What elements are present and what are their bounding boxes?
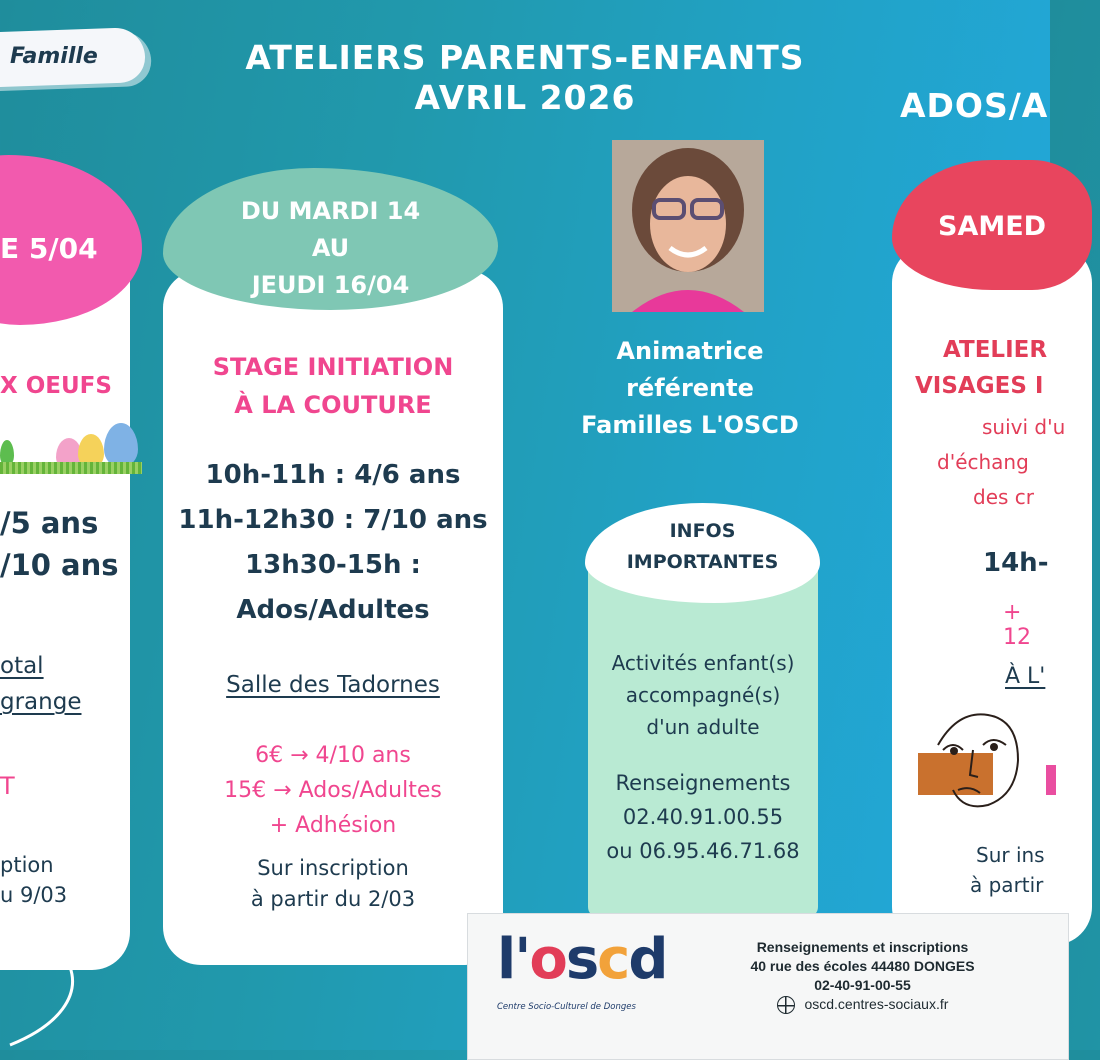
left-place-line-2: grange — [0, 689, 82, 715]
right-sub-line-2: d'échang — [937, 450, 1029, 474]
middle-date-line-3: JEUDI 16/04 — [251, 271, 410, 299]
middle-schedule — [163, 453, 503, 633]
infos-title — [585, 516, 820, 578]
right-sub-line-1: suivi d'u — [982, 415, 1066, 439]
left-signup-line-2: u 9/03 — [0, 883, 68, 907]
middle-schedule-line-2: 11h-12h30 : 7/10 ans — [178, 505, 488, 535]
middle-activity — [163, 348, 503, 424]
right-signup-line-2: à partir — [970, 873, 1044, 897]
middle-signup-line-1: Sur inscription — [257, 856, 409, 880]
middle-signup — [163, 853, 503, 915]
left-signup-line-1: ption — [0, 853, 54, 877]
animatrice-line-2: référente — [626, 374, 754, 402]
footer-website-row — [720, 995, 1005, 1014]
footer-contact — [720, 938, 1005, 1014]
infos-activity-line-2: accompagné(s) — [625, 683, 781, 707]
title-line-2: AVRIL 2026 — [414, 77, 636, 117]
right-pink-mark — [1046, 765, 1056, 795]
middle-schedule-line-1: 10h-11h : 4/6 ans — [205, 460, 461, 490]
animatrice-caption — [560, 333, 820, 444]
infos-title-line-1: INFOS — [669, 520, 736, 542]
middle-price-line-2: 15€ → Ados/Adultes — [224, 778, 442, 803]
right-sub-line-3: des cr — [973, 485, 1034, 509]
right-date: SAMED — [938, 211, 1047, 242]
middle-date-line-2: AU — [311, 234, 350, 262]
infos-activity-line-3: d'un adulte — [646, 715, 760, 739]
middle-schedule-line-4: Ados/Adultes — [236, 595, 430, 625]
infos-activity-line-1: Activités enfant(s) — [611, 651, 795, 675]
famille-label: Famille — [10, 44, 98, 69]
left-activity: X OEUFS — [0, 373, 112, 399]
easter-eggs-image — [0, 418, 142, 476]
animatrice-line-1: Animatrice — [616, 337, 764, 365]
middle-prices — [163, 738, 503, 843]
oscd-logo: l'oscd Centre Socio-Culturel de Donges — [497, 927, 667, 1012]
left-card-tail — [0, 965, 110, 1050]
infos-contact — [588, 766, 818, 868]
left-signup — [0, 850, 67, 910]
right-signup-line-1: Sur ins — [976, 843, 1045, 867]
middle-schedule-line-3: 13h30-15h : — [245, 550, 421, 580]
left-date: E 5/04 — [0, 232, 98, 265]
middle-price-line-3: + Adhésion — [269, 813, 397, 838]
right-signup — [970, 840, 1045, 900]
middle-date-line-1: DU MARDI 14 — [240, 197, 421, 225]
right-subtitle — [930, 410, 1066, 515]
left-ages — [0, 502, 119, 586]
middle-place: Salle des Tadornes — [226, 672, 440, 698]
middle-activity-line-1: STAGE INITIATION — [212, 353, 454, 381]
footer-website-link[interactable]: oscd.centres-sociaux.fr — [804, 996, 949, 1012]
middle-price-line-1: 6€ → 4/10 ans — [255, 743, 411, 768]
face-art-image — [918, 705, 1033, 815]
right-activity-line-1: ATELIER — [943, 337, 1048, 363]
middle-signup-line-2: à partir du 2/03 — [250, 887, 416, 911]
left-ages-line-2: /10 ans — [0, 548, 119, 582]
left-price: T — [0, 772, 15, 800]
infos-title-line-2: IMPORTANTES — [626, 551, 779, 573]
infos-phone-1: 02.40.91.00.55 — [622, 805, 784, 829]
animatrice-photo — [612, 140, 764, 312]
left-place — [0, 648, 81, 720]
infos-phone-2: ou 06.95.46.71.68 — [606, 839, 800, 863]
globe-icon — [777, 996, 795, 1014]
infos-contact-title: Renseignements — [615, 771, 791, 795]
animatrice-line-3: Familles L'OSCD — [581, 411, 799, 439]
middle-activity-line-2: À LA COUTURE — [234, 391, 432, 419]
right-place: À L' — [1005, 664, 1046, 689]
title-line-1: ATELIERS PARENTS-ENFANTS — [245, 38, 805, 77]
page-title — [225, 38, 825, 117]
title-right: ADOS/A — [900, 86, 1049, 125]
infos-activity — [588, 647, 818, 743]
left-ages-line-1: /5 ans — [0, 506, 99, 540]
footer-phone: 02-40-91-00-55 — [814, 977, 911, 993]
middle-date — [163, 193, 498, 304]
right-time: 14h- — [983, 548, 1049, 578]
right-activity — [915, 332, 1050, 404]
left-place-line-1: otal — [0, 653, 44, 679]
right-price: + 12 — [1003, 600, 1031, 650]
right-activity-line-2: VISAGES I — [915, 373, 1044, 399]
footer-info-title: Renseignements et inscriptions — [756, 939, 969, 955]
logo-subtitle: Centre Socio-Culturel de Donges — [497, 1002, 636, 1012]
footer-address: 40 rue des écoles 44480 DONGES — [750, 958, 975, 974]
